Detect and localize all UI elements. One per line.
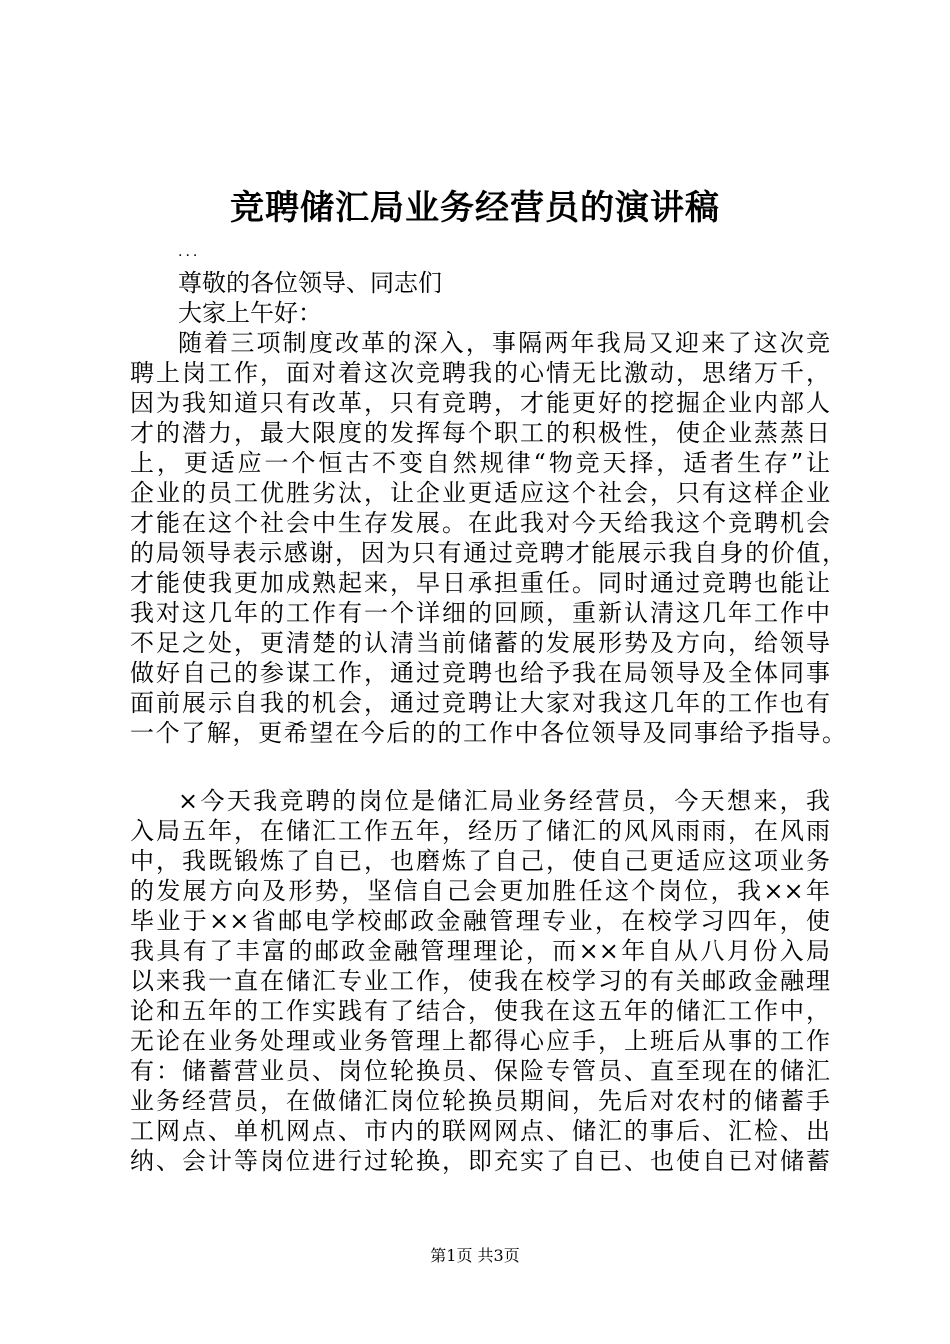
body-line: 有：储蓄营业员、岗位轮换员、保险专管员、直至现在的储汇 bbox=[130, 1057, 830, 1085]
body-line: 一个了解，更希望在今后的的工作中各位领导及同事给予指导。 bbox=[130, 719, 846, 747]
body-line: 随着三项制度改革的深入，事隔两年我局又迎来了这次竞 bbox=[178, 329, 830, 357]
body-line: 纳、会计等岗位进行过轮换，即充实了自已、也使自已对储蓄 bbox=[130, 1147, 830, 1175]
body-line: 无论在业务处理或业务管理上都得心应手，上班后从事的工作 bbox=[130, 1027, 830, 1055]
body-line: 面前展示自我的机会，通过竞聘让大家对我这几年的工作也有 bbox=[130, 689, 830, 717]
body-line: 才的潜力，最大限度的发挥每个职工的积极性，使企业蒸蒸日 bbox=[130, 419, 830, 447]
salutation-line: 尊敬的各位领导、同志们 bbox=[178, 269, 442, 297]
body-line: 不足之处，更清楚的认清当前储蓄的发展形势及方向，给领导 bbox=[130, 629, 830, 657]
greeting-line: 大家上午好： bbox=[178, 299, 322, 327]
body-line: ×今天我竞聘的岗位是储汇局业务经营员，今天想来，我 bbox=[178, 787, 830, 815]
body-line: 才能在这个社会中生存发展。在此我对今天给我这个竞聘机会 bbox=[130, 509, 830, 537]
body-line: 因为我知道只有改革，只有竞聘，才能更好的挖掘企业内部人 bbox=[130, 389, 830, 417]
body-line: 论和五年的工作实践有了结合，使我在这五年的储汇工作中， bbox=[130, 997, 830, 1025]
body-line: 以来我一直在储汇专业工作，使我在校学习的有关邮政金融理 bbox=[130, 967, 830, 995]
body-line: 中，我既锻炼了自已，也磨炼了自己，使自己更适应这项业务 bbox=[130, 847, 830, 875]
document-title: 竞聘储汇局业务经营员的演讲稿 bbox=[230, 188, 720, 228]
body-line: 业务经营员，在做储汇岗位轮换员期间，先后对农村的储蓄手 bbox=[130, 1087, 830, 1115]
body-line: 企业的员工优胜劣汰，让企业更适应这个社会，只有这样企业 bbox=[130, 479, 830, 507]
body-line: 才能使我更加成熟起来，早日承担重任。同时通过竞聘也能让 bbox=[130, 569, 830, 597]
body-line: 上，更适应一个恒古不变自然规律“物竞天择，适者生存”让 bbox=[130, 449, 830, 477]
body-line: 我对这几年的工作有一个详细的回顾，重新认清这几年工作中 bbox=[130, 599, 830, 627]
body-line: 毕业于××省邮电学校邮政金融管理专业，在校学习四年，使 bbox=[130, 907, 830, 935]
body-line: 聘上岗工作，面对着这次竞聘我的心情无比激动，思绪万千， bbox=[130, 359, 830, 387]
page-number-footer: 第1页 共3页 bbox=[430, 1246, 520, 1265]
body-line: 入局五年，在储汇工作五年，经历了储汇的风风雨雨，在风雨 bbox=[130, 817, 830, 845]
body-line: 工网点、单机网点、市内的联网网点、储汇的事后、汇检、出 bbox=[130, 1117, 830, 1145]
body-line: 的发展方向及形势，坚信自己会更加胜任这个岗位，我××年 bbox=[130, 877, 830, 905]
body-line: 我具有了丰富的邮政金融管理理论，而××年自从八月份入局 bbox=[130, 937, 830, 965]
ellipsis-mark: ... bbox=[178, 244, 201, 260]
body-line: 的局领导表示感谢，因为只有通过竞聘才能展示我自身的价值， bbox=[130, 539, 846, 567]
body-line: 做好自己的参谋工作，通过竞聘也给予我在局领导及全体同事 bbox=[130, 659, 830, 687]
